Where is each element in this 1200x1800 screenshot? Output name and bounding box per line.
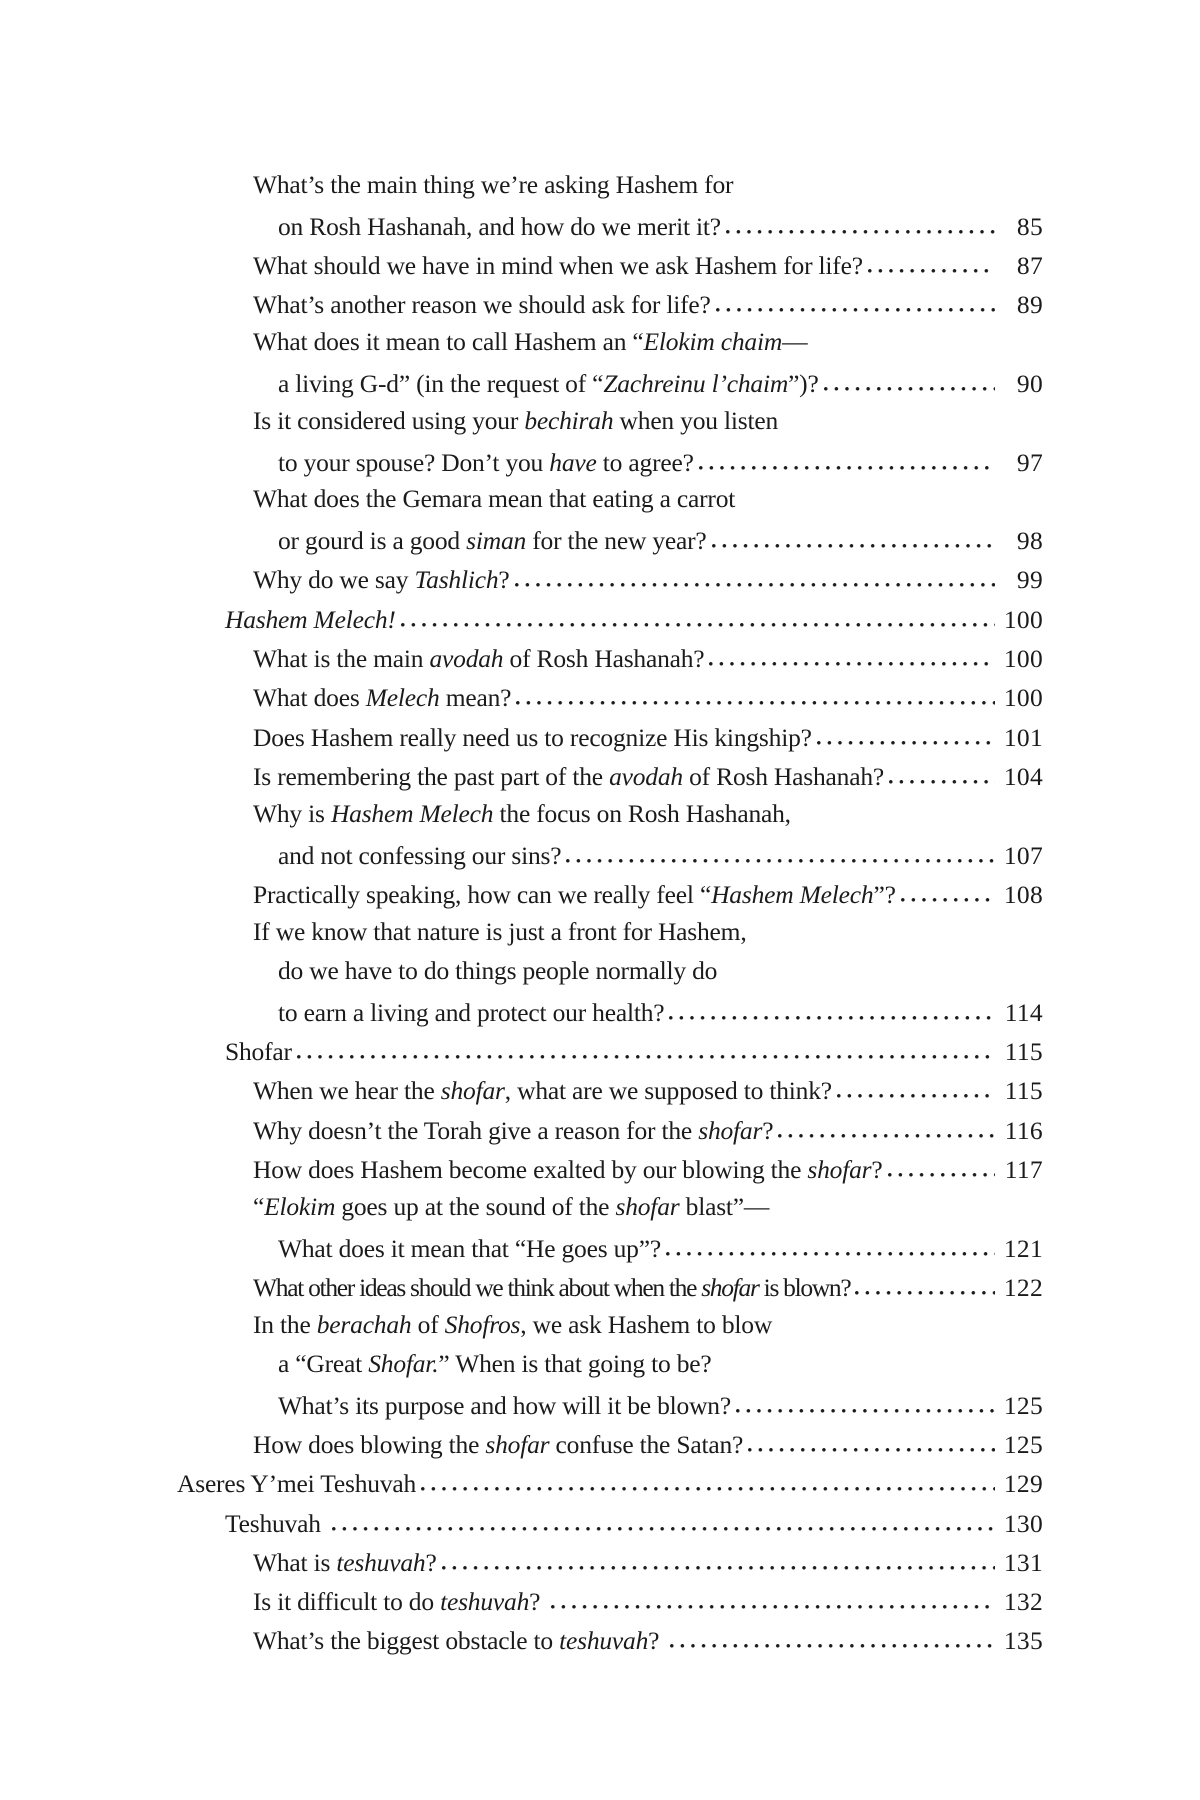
dotted-leader (889, 759, 995, 785)
text-run: Is it difficult to do (253, 1587, 441, 1617)
italic-term: shofar (701, 1272, 759, 1302)
toc-entry-text (253, 1548, 437, 1578)
toc-entry-text (278, 841, 561, 871)
text-run: when you listen (613, 405, 779, 435)
text-run: What is the main (253, 644, 430, 674)
text-run: the focus on Rosh Hashanah, (493, 798, 791, 828)
page-number: 89 (1016, 290, 1043, 320)
page-number: 87 (1016, 251, 1043, 281)
toc-entry (177, 445, 1043, 484)
toc-entry (177, 1270, 1043, 1309)
toc-entry-text (278, 998, 664, 1028)
toc-entry (177, 1074, 1043, 1113)
dotted-leader (516, 681, 995, 707)
table-of-contents (177, 170, 1043, 1663)
text-run: ? (498, 565, 510, 595)
page-number: 90 (1016, 368, 1043, 398)
page-number: 107 (1003, 840, 1043, 870)
italic-term: Zachreinu l’chaim (603, 368, 789, 398)
text-run: What does it mean to call Hashem an “ (253, 327, 644, 357)
toc-entry (177, 209, 1043, 248)
toc-entry (177, 288, 1043, 327)
page-number: 100 (1003, 683, 1043, 713)
dotted-leader (421, 1467, 995, 1493)
toc-entry-text (253, 917, 747, 947)
toc-entry (177, 563, 1043, 602)
text-run: ? (648, 1626, 666, 1656)
toc-entry-text (253, 1155, 883, 1185)
text-run: Practically speaking, how can we really feel “ (253, 879, 712, 909)
toc-entry (177, 406, 1043, 445)
toc-entry (177, 249, 1043, 288)
toc-entry-text (225, 605, 396, 635)
text-run: on Rosh Hashanah, and how do we merit it? (278, 211, 721, 241)
text-run: What’s its purpose and how will it be blown? (278, 1390, 731, 1420)
page-number: 100 (1003, 644, 1043, 674)
dotted-leader (824, 366, 995, 392)
page-number: 101 (1003, 722, 1043, 752)
toc-entry (177, 877, 1043, 916)
page-number: 117 (1004, 1154, 1043, 1184)
text-run: What is (253, 1547, 337, 1577)
toc-entry (177, 1624, 1043, 1663)
page-number: 116 (1004, 1115, 1043, 1145)
dotted-leader (401, 602, 995, 628)
text-run: Why doesn’t the Torah give a reason for the (253, 1115, 699, 1145)
italic-term: siman (466, 526, 527, 556)
toc-entry (177, 1035, 1043, 1074)
toc-entry-text (253, 1192, 769, 1222)
text-run: of (411, 1309, 445, 1339)
text-run: ”? (873, 879, 896, 909)
italic-term: shofar (440, 1076, 505, 1106)
toc-entry (177, 1506, 1043, 1545)
text-run: ? (529, 1587, 547, 1617)
toc-entry-text (278, 1391, 731, 1421)
text-run: How does Hashem become exalted by our blowing the (253, 1154, 808, 1184)
text-run: of Rosh Hashanah? (682, 761, 884, 791)
text-run: What’s the biggest obstacle to (253, 1626, 560, 1656)
text-run: Shofar (225, 1037, 292, 1067)
italic-term: Tashlich (414, 565, 499, 595)
page-number: 97 (1016, 447, 1043, 477)
text-run: a living G-d” (in the request of “ (278, 368, 604, 398)
page-number: 121 (1003, 1233, 1043, 1263)
page-number: 130 (1003, 1508, 1043, 1538)
toc-entry (177, 1545, 1043, 1584)
toc-entry-text (253, 406, 778, 436)
italic-term: Melech (365, 683, 440, 713)
toc-entry-text (253, 1430, 743, 1460)
page-number: 104 (1003, 761, 1043, 791)
text-run: How does blowing the (253, 1430, 486, 1459)
italic-term: shofar (485, 1430, 550, 1459)
italic-term: have (549, 447, 597, 477)
toc-entry (177, 524, 1043, 563)
text-run: If we know that nature is just a front for Hashem, (253, 916, 747, 946)
text-run: is blown? (758, 1272, 851, 1302)
toc-entry-text (253, 484, 735, 514)
text-run: confuse the Satan? (549, 1430, 744, 1459)
toc-entry-text (253, 723, 812, 753)
toc-entry-text (278, 369, 819, 399)
dotted-leader (551, 1585, 995, 1611)
text-run: , we ask Hashem to blow (520, 1309, 773, 1339)
italic-term: Hashem Melech (330, 798, 494, 828)
toc-entry (177, 1585, 1043, 1624)
toc-entry-text (278, 1349, 712, 1379)
toc-entry-text (253, 1626, 665, 1656)
page-number: 125 (1003, 1390, 1043, 1420)
toc-entry-text (278, 212, 721, 242)
text-run: of Rosh Hashanah? (503, 644, 705, 674)
toc-entry (177, 720, 1043, 759)
text-run: do we have to do things people normally do (278, 955, 718, 985)
page-number: 98 (1016, 526, 1043, 556)
toc-entry-text (278, 526, 707, 556)
italic-term: shofar (615, 1191, 680, 1221)
dotted-leader (666, 1231, 995, 1257)
text-run: and not confessing our sins? (278, 840, 562, 870)
toc-entry (177, 995, 1043, 1034)
dotted-leader (736, 1388, 995, 1414)
dotted-leader (778, 1113, 995, 1139)
toc-entry (177, 602, 1043, 641)
text-run: , what are we supposed to think? (504, 1076, 832, 1106)
toc-entry (177, 759, 1043, 798)
dotted-leader (515, 563, 995, 589)
text-run: What other ideas should we think about when the (253, 1272, 702, 1302)
italic-term: Hashem Melech (711, 879, 874, 909)
text-run: goes up at the sound of the (335, 1191, 616, 1221)
toc-entry-text (225, 1509, 327, 1539)
page-number: 99 (1016, 565, 1043, 595)
italic-term: berachah (316, 1309, 412, 1339)
dotted-leader (699, 445, 995, 471)
text-run: Is remembering the past part of the (253, 761, 610, 791)
toc-entry-text (253, 290, 711, 320)
toc-entry-text (253, 762, 884, 792)
text-run: ? (425, 1547, 437, 1577)
toc-entry-text (253, 1587, 546, 1617)
text-run: Teshuvah (225, 1508, 327, 1538)
toc-entry (177, 366, 1043, 405)
toc-entry (177, 1310, 1043, 1349)
text-run: What’s another reason we should ask for life? (253, 290, 711, 320)
toc-entry (177, 956, 1043, 995)
text-run: a “Great (278, 1348, 369, 1378)
toc-entry-text (253, 251, 863, 281)
toc-entry (177, 1192, 1043, 1231)
dotted-leader (332, 1506, 995, 1532)
text-run: ? (871, 1154, 883, 1184)
dotted-leader (709, 642, 995, 668)
dotted-leader (670, 1624, 995, 1650)
toc-entry (177, 917, 1043, 956)
dotted-leader (566, 838, 995, 864)
text-run: or gourd is a good (278, 526, 467, 556)
page-number: 108 (1003, 879, 1043, 909)
text-run: to your spouse? Don’t you (278, 447, 550, 477)
toc-entry (177, 838, 1043, 877)
page-number: 115 (1004, 1076, 1043, 1106)
italic-term: Hashem Melech! (225, 604, 396, 634)
toc-entry-text (177, 1469, 416, 1499)
dotted-leader (817, 720, 995, 746)
text-run: Why is (253, 798, 331, 828)
dotted-leader (855, 1270, 995, 1296)
toc-entry-text (278, 448, 694, 478)
italic-term: teshuvah (559, 1626, 649, 1656)
toc-entry (177, 1467, 1043, 1506)
italic-term: shofar (698, 1115, 763, 1145)
toc-entry-text (253, 1116, 773, 1146)
toc-entry-text (253, 683, 511, 713)
toc-entry-text (225, 1037, 292, 1067)
toc-entry-text (278, 956, 717, 986)
dotted-leader (868, 249, 995, 275)
toc-entry-text (253, 1273, 850, 1303)
toc-entry-text (253, 1076, 832, 1106)
toc-entry (177, 642, 1043, 681)
text-run: for the new year? (526, 526, 707, 556)
text-run: What does (253, 683, 366, 713)
page-number: 132 (1003, 1587, 1043, 1617)
text-run: Does Hashem really need us to recognize His kingship? (253, 722, 812, 752)
text-run: What should we have in mind when we ask Hashem for life? (253, 251, 863, 281)
italic-term: Elokim chaim (643, 327, 783, 357)
italic-term: teshuvah (336, 1547, 426, 1577)
toc-entry-text (253, 170, 733, 200)
text-run: What’s the main thing we’re asking Hashem for (253, 170, 734, 199)
page-number: 100 (1003, 604, 1043, 634)
toc-entry-text (253, 880, 896, 910)
toc-entry (177, 1388, 1043, 1427)
italic-term: shofar (807, 1154, 872, 1184)
text-run: ? (762, 1115, 774, 1145)
page-number: 129 (1003, 1469, 1043, 1499)
dotted-leader (748, 1428, 995, 1454)
page-number: 135 (1003, 1626, 1043, 1656)
text-run: In the (253, 1309, 317, 1339)
page-number: 131 (1003, 1547, 1043, 1577)
dotted-leader (901, 877, 995, 903)
text-run: When we hear the (253, 1076, 441, 1106)
text-run: mean? (439, 683, 512, 713)
italic-term: Shofar. (368, 1348, 439, 1378)
toc-entry (177, 484, 1043, 523)
text-run: to agree? (596, 447, 694, 477)
text-run: Why do we say (253, 565, 415, 595)
text-run: — (782, 327, 808, 357)
toc-entry-text (253, 799, 791, 829)
page-number: 115 (1004, 1037, 1043, 1067)
text-run: Aseres Y’mei Teshuvah (177, 1469, 417, 1499)
italic-term: avodah (609, 761, 683, 791)
toc-entry (177, 1349, 1043, 1388)
text-run: ”)? (788, 368, 819, 398)
italic-term: Elokim (264, 1191, 336, 1221)
dotted-leader (442, 1545, 995, 1571)
toc-entry (177, 1113, 1043, 1152)
page-number: 122 (1003, 1272, 1043, 1302)
toc-entry (177, 799, 1043, 838)
dotted-leader (669, 995, 995, 1021)
page-number: 85 (1016, 211, 1043, 241)
text-run: ” When is that going to be? (438, 1348, 712, 1378)
dotted-leader (712, 524, 995, 550)
toc-entry (177, 1152, 1043, 1191)
toc-entry (177, 681, 1043, 720)
text-run: “ (253, 1191, 265, 1221)
page-number: 125 (1003, 1430, 1043, 1459)
toc-entry-text (253, 644, 704, 674)
toc-entry (177, 327, 1043, 366)
dotted-leader (716, 288, 995, 314)
page-number: 114 (1004, 997, 1043, 1027)
dotted-leader (888, 1152, 995, 1178)
italic-term: teshuvah (440, 1587, 530, 1617)
text-run: blast”— (679, 1191, 770, 1221)
italic-term: bechirah (524, 405, 614, 435)
text-run: What does the Gemara mean that eating a carrot (253, 484, 736, 514)
toc-entry (177, 170, 1043, 209)
italic-term: avodah (429, 644, 504, 674)
dotted-leader (837, 1074, 995, 1100)
toc-entry-text (278, 1234, 661, 1264)
dotted-leader (297, 1035, 995, 1061)
text-run: Is it considered using your (253, 405, 525, 435)
toc-entry-text (253, 565, 510, 595)
toc-entry-text (253, 1310, 772, 1340)
text-run: What does it mean that “He goes up”? (278, 1233, 661, 1263)
toc-entry (177, 1428, 1043, 1467)
text-run: to earn a living and protect our health? (278, 997, 665, 1027)
dotted-leader (726, 209, 995, 235)
toc-entry (177, 1231, 1043, 1270)
toc-entry-text (253, 327, 807, 357)
italic-term: Shofros (444, 1309, 521, 1339)
